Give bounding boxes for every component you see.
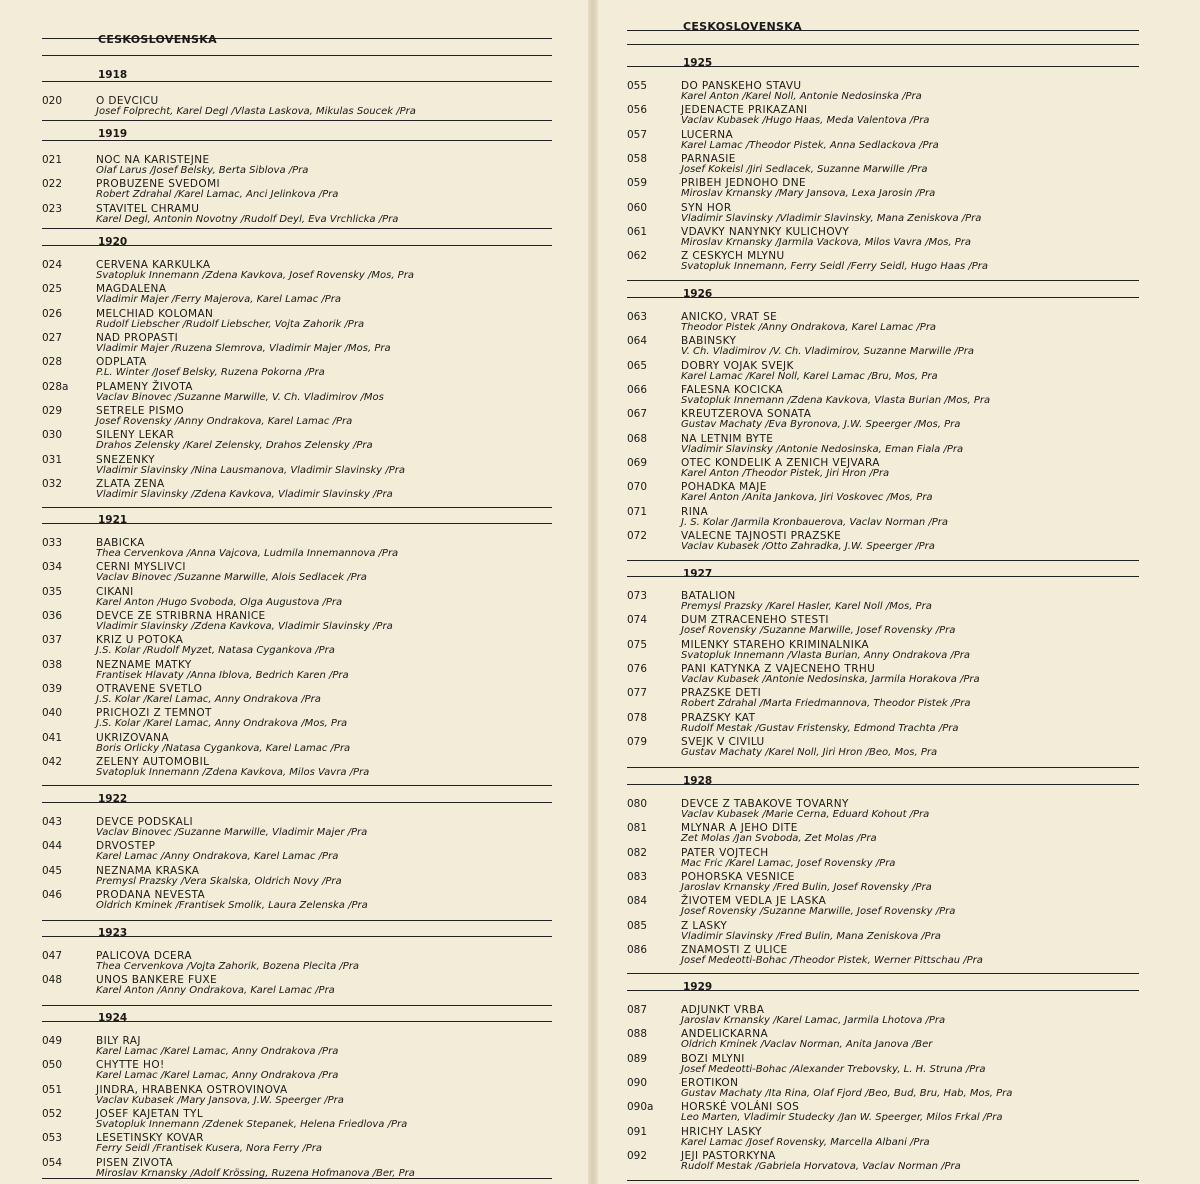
film-credits: Robert Zdrahal /Karel Lamac, Anci Jelinkova /Pra — [96, 189, 339, 201]
film-title: PALICOVA DCERA — [96, 950, 192, 962]
film-title: PANI KATYNKA Z VAJECNEHO TRHU — [681, 663, 876, 676]
entry-number: 044 — [42, 840, 63, 853]
entry-number: 024 — [42, 259, 63, 271]
entry-number: 021 — [42, 154, 63, 166]
film-credits: Vladimir Slavinsky /Vladimir Slavinsky, Mana Zeniskova /Pra — [681, 212, 982, 224]
film-credits: Karel Lamac /Josef Rovensky, Marcella Albani /Pra — [681, 1136, 930, 1148]
film-title: ZNAMOSTI Z ULICE — [681, 944, 788, 957]
film-credits: Rudolf Mestak /Gabriela Horvatova, Vaclav Norman /Pra — [681, 1161, 961, 1173]
entry-number: 059 — [627, 177, 648, 190]
film-credits: Thea Cervenkova /Anna Vajcova, Ludmila Innemannova /Pra — [96, 548, 399, 559]
film-credits: Josef Folprecht, Karel Degl /Vlasta Laskova, Mikulas Soucek /Pra — [96, 106, 416, 117]
film-title: POHADKA MAJE — [681, 481, 767, 494]
film-credits: Gustav Machaty /Ita Rina, Olaf Fjord /Beo, Bud, Bru, Hab, Mos, Pra — [681, 1088, 1013, 1100]
entry-number: 058 — [627, 153, 648, 166]
section-rule — [42, 1178, 552, 1179]
film-credits: Karel Anton /Anita Jankova, Jiri Voskovec /Mos, Pra — [681, 492, 933, 504]
section-rule — [627, 767, 1139, 768]
film-credits: Mac Fric /Karel Lamac, Josef Rovensky /Pra — [681, 857, 896, 869]
entry-number: 027 — [42, 332, 63, 345]
film-title: DUM ZTRACENEHO STESTI — [681, 614, 829, 627]
film-title: PRICHOZI Z TEMNOT — [96, 707, 212, 720]
entry-number: 080 — [627, 798, 648, 810]
film-title: PRODANA NEVESTA — [96, 889, 206, 902]
entry-number: 038 — [42, 658, 63, 671]
film-credits: V. Ch. Vladimirov /V. Ch. Vladimirov, Suzanne Marwille /Pra — [681, 346, 975, 358]
film-credits: Premysl Prazsky /Karel Hasler, Karel Noll /Mos, Pra — [681, 601, 932, 612]
film-credits: Josef Rovensky /Suzanne Marwille, Josef Rovensky /Pra — [681, 906, 956, 918]
film-credits: J.S. Kolar /Karel Lamac, Anny Ondrakova /Pra — [96, 694, 321, 706]
entry-number: 025 — [42, 283, 63, 296]
entry-number: 089 — [627, 1052, 648, 1065]
film-credits: Miroslav Krnansky /Adolf Krössing, Ruzena Hofmanova /Ber, Pra — [96, 1167, 415, 1179]
film-credits: Vladimir Slavinsky /Zdena Kavkova, Vladimir Slavinsky /Pra — [96, 489, 393, 501]
film-title: DRVOSTEP — [96, 840, 156, 853]
film-title: OTRAVENE SVETLO — [96, 683, 203, 696]
entry-number: 037 — [42, 634, 63, 647]
year-rule — [42, 523, 552, 524]
section-rule — [627, 973, 1139, 974]
entry-number: 051 — [42, 1083, 63, 1096]
film-credits: Vaclav Binovec /Suzanne Marwille, V. Ch. Vladimirov /Mos — [96, 391, 384, 403]
film-credits: Vaclav Kubasek /Mary Jansova, J.W. Speerger /Pra — [96, 1094, 344, 1106]
film-title: UNOS BANKERE FUXE — [96, 974, 218, 987]
year-heading: 1919 — [98, 128, 128, 140]
film-title: DOBRY VOJAK SVEJK — [681, 359, 794, 372]
entry-number: 036 — [42, 610, 63, 623]
film-credits: Svatopluk Innemann /Zdenek Stepanek, Helena Friedlova /Pra — [96, 1119, 408, 1131]
entry-number: 042 — [42, 756, 63, 769]
entry-number: 087 — [627, 1004, 648, 1016]
entry-number: 023 — [42, 202, 63, 215]
film-credits: Josef Medeotti-Bohac /Theodor Pistek, Werner Pittschau /Pra — [681, 955, 983, 967]
film-credits: Thea Cervenkova /Vojta Zahorik, Bozena Plecita /Pra — [96, 961, 360, 972]
film-title: CERVENA KARKULKA — [96, 259, 211, 271]
year-rule — [42, 802, 552, 803]
film-credits: Boris Orlicky /Natasa Cygankova, Karel Lamac /Pra — [96, 742, 351, 754]
film-credits: Karel Anton /Anny Ondrakova, Karel Lamac /Pra — [96, 985, 335, 997]
film-title: PISEN ZIVOTA — [96, 1156, 174, 1169]
film-title: KREUTZEROVA SONATA — [681, 408, 812, 421]
entry-number: 072 — [627, 530, 648, 543]
film-credits: Svatopluk Innemann, Ferry Seidl /Ferry Seidl, Hugo Haas /Pra — [681, 261, 989, 273]
film-title: JEJI PASTORKYNA — [681, 1150, 776, 1163]
film-credits: Svatopluk Innemann /Zdena Kavkova, Josef Rovensky /Mos, Pra — [96, 270, 414, 281]
film-credits: Karel Lamac /Karel Noll, Karel Lamac /Bru, Mos, Pra — [681, 370, 938, 382]
film-title: HRICHY LASKY — [681, 1125, 762, 1138]
film-title: DEVCE ZE STRIBRNA HRANICE — [96, 610, 266, 623]
entry-number: 026 — [42, 307, 63, 320]
film-credits: Svatopluk Innemann /Zdena Kavkova, Vlasta Burian /Mos, Pra — [681, 395, 991, 407]
film-title: KRIZ U POTOKA — [96, 634, 184, 647]
film-title: POHORSKA VESNICE — [681, 871, 795, 884]
entry-number: 075 — [627, 638, 648, 651]
film-title: ŽIVOTEM VEDLA JE LASKA — [681, 895, 827, 908]
film-title: SNEZENKY — [96, 453, 155, 466]
film-title: RINA — [681, 505, 709, 518]
film-credits: Vaclav Kubasek /Hugo Haas, Meda Valentova /Pra — [681, 115, 930, 127]
entry-number: 063 — [627, 311, 648, 323]
entry-number: 065 — [627, 359, 648, 372]
film-credits: Vladimir Majer /Ferry Majerova, Karel Lamac /Pra — [96, 294, 342, 306]
year-heading: 1928 — [683, 775, 713, 787]
film-title: NEZNAME MATKY — [96, 658, 192, 671]
entry-number: 055 — [627, 80, 648, 92]
section-rule — [42, 1005, 552, 1006]
entry-number: 085 — [627, 919, 648, 932]
film-title: MELCHIAD KOLOMAN — [96, 307, 214, 320]
film-credits: Frantisek Hlavaty /Anna Iblova, Bedrich Karen /Pra — [96, 669, 349, 681]
film-title: NOC NA KARISTEJNE — [96, 154, 210, 166]
film-credits: Josef Rovensky /Suzanne Marwille, Josef Rovensky /Pra — [681, 625, 956, 637]
film-title: BOZI MLYNI — [681, 1052, 745, 1065]
entry-number: 029 — [42, 405, 63, 418]
film-credits: Josef Rovensky /Anny Ondrakova, Karel Lamac /Pra — [96, 416, 353, 428]
year-rule — [627, 990, 1139, 991]
film-title: SVEJK V CIVILU — [681, 736, 765, 749]
year-heading: 1927 — [683, 568, 713, 580]
film-credits: Vaclav Binovec /Suzanne Marwille, Alois Sedlacek /Pra — [96, 572, 367, 584]
film-title: CHYTTE HO! — [96, 1059, 165, 1072]
film-credits: Rudolf Liebscher /Rudolf Liebscher, Vojta Zahorik /Pra — [96, 318, 365, 330]
film-credits: Karel Degl, Antonin Novotny /Rudolf Deyl, Eva Vrchlicka /Pra — [96, 213, 399, 225]
film-title: NEZNAMA KRASKA — [96, 864, 200, 877]
film-title: DEVCE PODSKALI — [96, 816, 193, 828]
film-title: ANICKO, VRAT SE — [681, 311, 778, 323]
film-title: VDAVKY NANYNKY KULICHOVY — [681, 226, 850, 239]
entry-number: 067 — [627, 408, 648, 421]
film-credits: Karel Lamac /Theodor Pistek, Anna Sedlackova /Pra — [681, 139, 939, 151]
page-gutter — [588, 0, 598, 1184]
country-heading: CESKOSLOVENSKA — [98, 33, 217, 46]
entry-number: 081 — [627, 822, 648, 835]
year-heading: 1920 — [98, 236, 128, 248]
entry-number: 068 — [627, 432, 648, 445]
year-rule — [42, 1021, 552, 1022]
film-title: Z CESKYCH MLYNU — [681, 250, 785, 263]
film-title: SETRELE PISMO — [96, 405, 185, 418]
entry-number: 057 — [627, 128, 648, 141]
entry-number: 092 — [627, 1150, 648, 1163]
film-credits: Josef Kokeisl /Jiri Sedlacek, Suzanne Marwille /Pra — [681, 164, 928, 176]
film-title: VALECNE TAJNOSTI PRAZSKE — [681, 530, 842, 543]
header-rule — [627, 44, 1139, 45]
entry-number: 070 — [627, 481, 648, 494]
film-title: SYN HOR — [681, 201, 732, 214]
film-title: JEDENACTE PRIKAZANI — [681, 104, 808, 117]
entry-number: 043 — [42, 816, 63, 828]
film-credits: Vladimir Majer /Ruzena Slemrova, Vladimir Majer /Mos, Pra — [96, 343, 391, 355]
year-rule — [627, 784, 1139, 785]
film-credits: Leo Marten, Vladimir Studecky /Jan W. Speerger, Milos Frkal /Pra — [681, 1112, 1003, 1124]
entry-number: 079 — [627, 736, 648, 749]
section-rule — [627, 280, 1139, 281]
film-title: JINDRA, HRABENKA OSTROVINOVA — [96, 1083, 288, 1096]
film-title: FALESNA KOCICKA — [681, 384, 784, 397]
film-title: MAGDALENA — [96, 283, 167, 296]
entry-number: 046 — [42, 889, 63, 902]
film-title: JOSEF KAJETAN TYL — [96, 1108, 204, 1121]
film-credits: J.S. Kolar /Rudolf Myzet, Natasa Cygankova /Pra — [96, 645, 335, 657]
film-title: MLYNAR A JEHO DITE — [681, 822, 798, 835]
entry-number: 041 — [42, 731, 63, 744]
film-credits: Oldrich Kminek /Frantisek Smolik, Laura Zelenska /Pra — [96, 900, 368, 912]
year-heading: 1923 — [98, 927, 128, 939]
film-title: CERNI MYSLIVCI — [96, 561, 186, 574]
film-title: NAD PROPASTI — [96, 332, 179, 345]
film-title: SILENY LEKAR — [96, 429, 175, 442]
entry-number: 040 — [42, 707, 63, 720]
film-title: PLAMENY ŽIVOTA — [96, 380, 193, 393]
year-rule — [42, 140, 552, 141]
entry-number: 073 — [627, 590, 648, 602]
film-title: MILENKY STAREHO KRIMINALNIKA — [681, 638, 869, 651]
entry-number: 074 — [627, 614, 648, 627]
film-title: O DEVCICU — [96, 95, 159, 107]
film-credits: Vaclav Binovec /Suzanne Marwille, Vladimir Majer /Pra — [96, 827, 368, 838]
film-title: Z LASKY — [681, 919, 728, 932]
entry-number: 076 — [627, 663, 648, 676]
entry-number: 066 — [627, 384, 648, 397]
film-title: DEVCE Z TABAKOVE TOVARNY — [681, 798, 849, 810]
film-credits: Karel Anton /Karel Noll, Antonie Nedosinska /Pra — [681, 91, 922, 102]
film-credits: Jaroslav Krnansky /Karel Lamac, Jarmila Lhotova /Pra — [681, 1015, 946, 1026]
film-title: ZLATA ZENA — [96, 478, 165, 491]
entry-number: 047 — [42, 950, 63, 962]
entry-number: 022 — [42, 178, 63, 191]
entry-number: 054 — [42, 1156, 63, 1169]
film-credits: Jaroslav Krnansky /Fred Bulin, Josef Rovensky /Pra — [681, 882, 932, 894]
film-title: STAVITEL CHRAMU — [96, 202, 200, 215]
entry-number: 030 — [42, 429, 63, 442]
entry-number: 090 — [627, 1077, 648, 1090]
entry-number: 060 — [627, 201, 648, 214]
film-credits: Vaclav Kubasek /Antonie Nedosinska, Jarmila Horakova /Pra — [681, 674, 980, 686]
entry-number: 020 — [42, 95, 63, 107]
film-credits: Gustav Machaty /Eva Byronova, J.W. Speerger /Mos, Pra — [681, 419, 961, 431]
film-credits: Theodor Pistek /Anny Ondrakova, Karel Lamac /Pra — [681, 322, 937, 333]
entry-number: 083 — [627, 871, 648, 884]
section-rule — [627, 1180, 1139, 1181]
header-rule — [42, 55, 552, 56]
film-title: HORSKÉ VOLÁNI SOS — [681, 1101, 800, 1114]
film-credits: P.L. Winter /Josef Belsky, Ruzena Pokorna /Pra — [96, 367, 325, 379]
film-title: LESETINSKY KOVAR — [96, 1132, 204, 1145]
film-credits: Vladimir Slavinsky /Fred Bulin, Mana Zeniskova /Pra — [681, 930, 941, 942]
entry-number: 088 — [627, 1028, 648, 1041]
film-title: PARNASIE — [681, 153, 736, 166]
entry-number: 028 — [42, 356, 63, 369]
section-rule — [42, 507, 552, 508]
entry-number: 049 — [42, 1035, 63, 1047]
film-credits: Josef Medeotti-Bohac /Alexander Trebovsky, L. H. Struna /Pra — [681, 1063, 986, 1075]
film-credits: Svatopluk Innemann /Zdena Kavkova, Milos Vavra /Pra — [96, 767, 370, 779]
entry-number: 053 — [42, 1132, 63, 1145]
section-rule — [42, 120, 552, 121]
entry-number: 045 — [42, 864, 63, 877]
year-heading: 1922 — [98, 793, 128, 805]
year-heading: 1924 — [98, 1012, 128, 1024]
entry-number: 091 — [627, 1125, 648, 1138]
film-credits: J. S. Kolar /Jarmila Kronbauerova, Vaclav Norman /Pra — [681, 516, 948, 528]
entry-number: 062 — [627, 250, 648, 263]
year-heading: 1929 — [683, 981, 713, 993]
year-heading: 1918 — [98, 69, 128, 81]
entry-number: 048 — [42, 974, 63, 987]
film-title: PRAZSKY KAT — [681, 711, 756, 724]
film-title: BILY RAJ — [96, 1035, 141, 1047]
entry-number: 056 — [627, 104, 648, 117]
film-credits: Drahos Zelensky /Karel Zelensky, Drahos Zelensky /Pra — [96, 440, 373, 452]
film-title: BABICKA — [96, 537, 145, 549]
year-rule — [627, 297, 1139, 298]
film-credits: Karel Lamac /Karel Lamac, Anny Ondrakova /Pra — [96, 1070, 339, 1082]
film-title: LUCERNA — [681, 128, 734, 141]
film-credits: J.S. Kolar /Karel Lamac, Anny Ondrakova /Mos, Pra — [96, 718, 348, 730]
film-credits: Ferry Seidl /Frantisek Kusera, Nora Ferry /Pra — [96, 1143, 323, 1155]
year-heading: 1925 — [683, 57, 713, 69]
film-credits: Premysl Prazsky /Vera Skalska, Oldrich Novy /Pra — [96, 875, 342, 887]
film-title: EROTIKON — [681, 1077, 739, 1090]
film-credits: Karel Anton /Theodor Pistek, Jiri Hron /Pra — [681, 468, 890, 480]
year-rule — [627, 576, 1139, 577]
film-credits: Oldrich Kminek /Vaclav Norman, Anita Janova /Ber — [681, 1039, 933, 1051]
film-credits: Karel Lamac /Karel Lamac, Anny Ondrakova /Pra — [96, 1046, 339, 1057]
entry-number: 071 — [627, 505, 648, 518]
year-rule — [42, 81, 552, 82]
film-credits: Gustav Machaty /Karel Noll, Jiri Hron /Beo, Mos, Pra — [681, 747, 938, 759]
film-title: CIKANI — [96, 585, 134, 598]
entry-number: 034 — [42, 561, 63, 574]
film-credits: Miroslav Krnansky /Jarmila Vackova, Milos Vavra /Mos, Pra — [681, 237, 972, 249]
film-credits: Vaclav Kubasek /Otto Zahradka, J.W. Speerger /Pra — [681, 541, 935, 553]
entry-number: 032 — [42, 478, 63, 491]
year-rule — [627, 66, 1139, 67]
film-credits: Miroslav Krnansky /Mary Jansova, Lexa Jarosin /Pra — [681, 188, 936, 200]
entry-number: 064 — [627, 335, 648, 348]
year-heading: 1926 — [683, 288, 713, 300]
film-title: PROBUZENE SVEDOMI — [96, 178, 221, 191]
film-credits: Karel Lamac /Anny Ondrakova, Karel Lamac /Pra — [96, 851, 339, 863]
film-credits: Svatopluk Innemann /Vlasta Burian, Anny Ondrakova /Pra — [681, 649, 971, 661]
film-credits: Vladimir Slavinsky /Antonie Nedosinska, Eman Fiala /Pra — [681, 443, 964, 455]
year-rule — [42, 936, 552, 937]
entry-number: 084 — [627, 895, 648, 908]
film-credits: Rudolf Mestak /Gustav Fristensky, Edmond Trachta /Pra — [681, 722, 959, 734]
year-rule — [42, 245, 552, 246]
film-title: ADJUNKT VRBA — [681, 1004, 765, 1016]
film-title: PATER VOJTECH — [681, 846, 769, 859]
country-heading: CESKOSLOVENSKA — [683, 20, 802, 33]
film-title: ZELENY AUTOMOBIL — [96, 756, 210, 769]
film-title: ODPLATA — [96, 356, 147, 369]
film-credits: Karel Anton /Hugo Svoboda, Olga Augustova /Pra — [96, 596, 343, 608]
film-title: BABINSKY — [681, 335, 737, 348]
section-rule — [42, 785, 552, 786]
film-credits: Vladimir Slavinsky /Nina Lausmanova, Vladimir Slavinsky /Pra — [96, 464, 406, 476]
entry-number: 035 — [42, 585, 63, 598]
film-title: DO PANSKEHO STAVU — [681, 80, 802, 92]
entry-number: 069 — [627, 457, 648, 470]
film-title: PRIBEH JEDNOHO DNE — [681, 177, 807, 190]
film-title: NA LETNIM BYTE — [681, 432, 774, 445]
film-credits: Vladimir Slavinsky /Zdena Kavkova, Vladimir Slavinsky /Pra — [96, 621, 393, 633]
entry-number: 050 — [42, 1059, 63, 1072]
film-title: OTEC KONDELIK A ZENICH VEJVARA — [681, 457, 880, 470]
film-title: ANDELICKARNA — [681, 1028, 769, 1041]
entry-number: 061 — [627, 226, 648, 239]
film-credits: Olaf Larus /Josef Belsky, Berta Siblova /Pra — [96, 165, 309, 176]
entry-number: 086 — [627, 944, 648, 957]
film-title: BATALION — [681, 590, 736, 602]
entry-number: 031 — [42, 453, 63, 466]
section-rule — [42, 920, 552, 921]
film-credits: Vaclav Kubasek /Marie Cerna, Eduard Kohout /Pra — [681, 809, 930, 820]
entry-number: 078 — [627, 711, 648, 724]
section-rule — [42, 228, 552, 229]
entry-number: 077 — [627, 687, 648, 700]
section-rule — [627, 560, 1139, 561]
entry-number: 052 — [42, 1108, 63, 1121]
entry-number: 028a — [42, 380, 69, 393]
film-title: PRAZSKE DETI — [681, 687, 762, 700]
entry-number: 039 — [42, 683, 63, 696]
entry-number: 082 — [627, 846, 648, 859]
film-title: UKRIZOVANA — [96, 731, 169, 744]
entry-number: 090a — [627, 1101, 654, 1114]
entry-number: 033 — [42, 537, 63, 549]
year-heading: 1921 — [98, 514, 128, 526]
film-credits: Robert Zdrahal /Marta Friedmannova, Theodor Pistek /Pra — [681, 698, 971, 710]
film-credits: Zet Molas /Jan Svoboda, Zet Molas /Pra — [681, 833, 877, 845]
